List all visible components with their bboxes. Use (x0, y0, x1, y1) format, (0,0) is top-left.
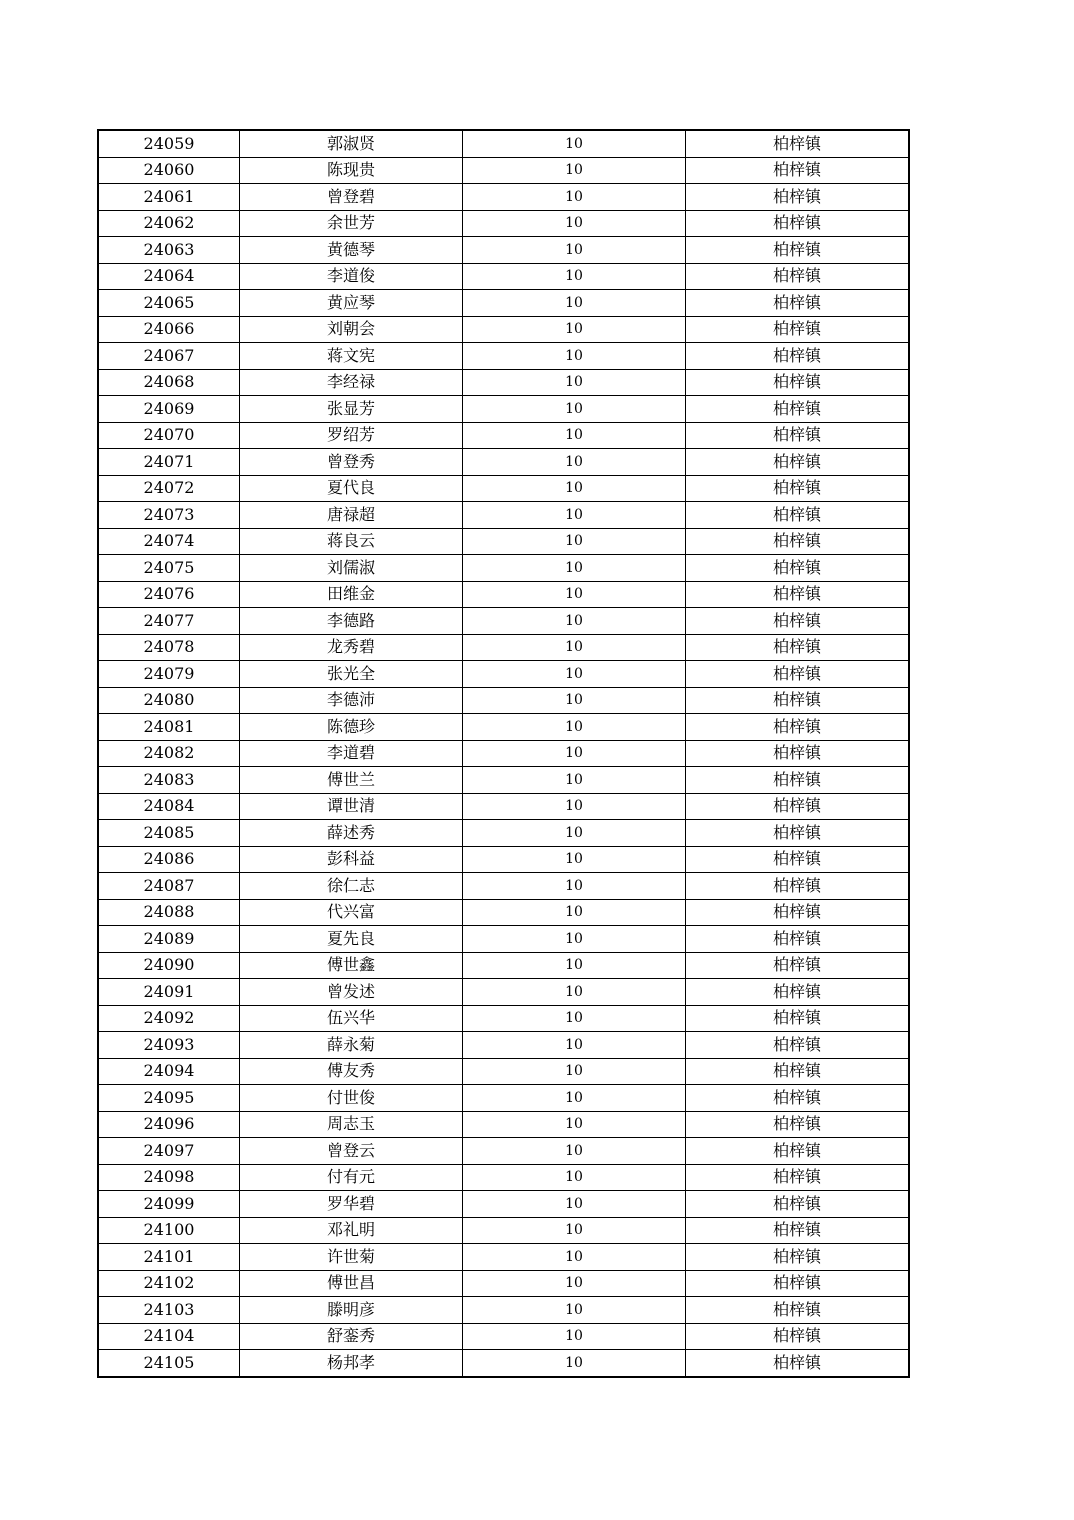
cell-name: 代兴富 (240, 899, 463, 926)
cell-amount: 10 (463, 555, 686, 582)
cell-amount: 10 (463, 396, 686, 423)
cell-name: 黄应琴 (240, 290, 463, 317)
cell-name: 张光全 (240, 661, 463, 688)
cell-town: 柏梓镇 (686, 873, 910, 900)
cell-id: 24078 (98, 634, 240, 661)
cell-town: 柏梓镇 (686, 184, 910, 211)
cell-amount: 10 (463, 1032, 686, 1059)
cell-id: 24073 (98, 502, 240, 529)
cell-id: 24066 (98, 316, 240, 343)
cell-amount: 10 (463, 1164, 686, 1191)
cell-town: 柏梓镇 (686, 290, 910, 317)
cell-name: 滕明彦 (240, 1297, 463, 1324)
cell-amount: 10 (463, 1111, 686, 1138)
cell-id: 24089 (98, 926, 240, 953)
table-row (98, 873, 909, 900)
cell-town: 柏梓镇 (686, 343, 910, 370)
cell-name: 蒋文宪 (240, 343, 463, 370)
table-row (98, 1085, 909, 1112)
table-row (98, 1323, 909, 1350)
cell-id: 24092 (98, 1005, 240, 1032)
cell-id: 24061 (98, 184, 240, 211)
cell-id: 24100 (98, 1217, 240, 1244)
cell-town: 柏梓镇 (686, 396, 910, 423)
cell-amount: 10 (463, 1350, 686, 1377)
table-row (98, 926, 909, 953)
cell-town: 柏梓镇 (686, 767, 910, 794)
table-row (98, 634, 909, 661)
cell-town: 柏梓镇 (686, 1217, 910, 1244)
cell-id: 24074 (98, 528, 240, 555)
table-row (98, 343, 909, 370)
cell-town: 柏梓镇 (686, 1244, 910, 1271)
cell-town: 柏梓镇 (686, 846, 910, 873)
cell-id: 24103 (98, 1297, 240, 1324)
cell-name: 郭淑贤 (240, 130, 463, 157)
cell-amount: 10 (463, 1138, 686, 1165)
cell-id: 24071 (98, 449, 240, 476)
cell-id: 24081 (98, 714, 240, 741)
cell-amount: 10 (463, 422, 686, 449)
cell-amount: 10 (463, 1217, 686, 1244)
cell-amount: 10 (463, 210, 686, 237)
cell-id: 24084 (98, 793, 240, 820)
cell-amount: 10 (463, 369, 686, 396)
cell-town: 柏梓镇 (686, 1191, 910, 1218)
cell-town: 柏梓镇 (686, 926, 910, 953)
cell-town: 柏梓镇 (686, 263, 910, 290)
cell-amount: 10 (463, 767, 686, 794)
cell-name: 黄德琴 (240, 237, 463, 264)
cell-town: 柏梓镇 (686, 820, 910, 847)
cell-id: 24095 (98, 1085, 240, 1112)
cell-id: 24098 (98, 1164, 240, 1191)
cell-id: 24068 (98, 369, 240, 396)
cell-amount: 10 (463, 899, 686, 926)
cell-name: 田维金 (240, 581, 463, 608)
cell-id: 24064 (98, 263, 240, 290)
cell-amount: 10 (463, 979, 686, 1006)
cell-name: 彭科益 (240, 846, 463, 873)
cell-town: 柏梓镇 (686, 1323, 910, 1350)
table-row (98, 846, 909, 873)
cell-town: 柏梓镇 (686, 1270, 910, 1297)
cell-name: 李德沛 (240, 687, 463, 714)
table-row (98, 1111, 909, 1138)
cell-id: 24083 (98, 767, 240, 794)
cell-town: 柏梓镇 (686, 1032, 910, 1059)
table-row (98, 714, 909, 741)
table-row (98, 449, 909, 476)
cell-town: 柏梓镇 (686, 130, 910, 157)
cell-name: 杨邦孝 (240, 1350, 463, 1377)
table-row (98, 793, 909, 820)
table-row (98, 528, 909, 555)
cell-amount: 10 (463, 475, 686, 502)
table-row (98, 1032, 909, 1059)
table-row (98, 899, 909, 926)
cell-id: 24077 (98, 608, 240, 635)
table-row (98, 555, 909, 582)
table-row (98, 1297, 909, 1324)
cell-town: 柏梓镇 (686, 422, 910, 449)
cell-name: 李道碧 (240, 740, 463, 767)
table-row (98, 1164, 909, 1191)
table-row (98, 184, 909, 211)
cell-id: 24065 (98, 290, 240, 317)
cell-name: 谭世清 (240, 793, 463, 820)
table-row (98, 157, 909, 184)
cell-town: 柏梓镇 (686, 1138, 910, 1165)
cell-id: 24104 (98, 1323, 240, 1350)
table-row (98, 581, 909, 608)
cell-name: 许世菊 (240, 1244, 463, 1271)
cell-id: 24085 (98, 820, 240, 847)
cell-name: 罗华碧 (240, 1191, 463, 1218)
cell-name: 夏先良 (240, 926, 463, 953)
cell-id: 24075 (98, 555, 240, 582)
cell-name: 李德路 (240, 608, 463, 635)
cell-amount: 10 (463, 237, 686, 264)
cell-amount: 10 (463, 820, 686, 847)
cell-name: 刘朝会 (240, 316, 463, 343)
cell-name: 付有元 (240, 1164, 463, 1191)
cell-id: 24076 (98, 581, 240, 608)
cell-amount: 10 (463, 343, 686, 370)
table-row (98, 396, 909, 423)
cell-id: 24069 (98, 396, 240, 423)
cell-amount: 10 (463, 740, 686, 767)
cell-amount: 10 (463, 634, 686, 661)
cell-id: 24070 (98, 422, 240, 449)
cell-id: 24099 (98, 1191, 240, 1218)
table-row (98, 1191, 909, 1218)
roster-table (97, 129, 910, 1378)
cell-id: 24088 (98, 899, 240, 926)
cell-town: 柏梓镇 (686, 1005, 910, 1032)
cell-amount: 10 (463, 952, 686, 979)
cell-name: 傅友秀 (240, 1058, 463, 1085)
table-row (98, 608, 909, 635)
cell-town: 柏梓镇 (686, 740, 910, 767)
table-row (98, 661, 909, 688)
cell-amount: 10 (463, 714, 686, 741)
cell-town: 柏梓镇 (686, 369, 910, 396)
cell-town: 柏梓镇 (686, 475, 910, 502)
cell-town: 柏梓镇 (686, 1164, 910, 1191)
cell-town: 柏梓镇 (686, 793, 910, 820)
cell-name: 舒銮秀 (240, 1323, 463, 1350)
cell-name: 徐仁志 (240, 873, 463, 900)
cell-id: 24079 (98, 661, 240, 688)
cell-id: 24067 (98, 343, 240, 370)
cell-id: 24097 (98, 1138, 240, 1165)
table-row (98, 820, 909, 847)
cell-town: 柏梓镇 (686, 1350, 910, 1377)
table-row (98, 237, 909, 264)
cell-name: 傅世昌 (240, 1270, 463, 1297)
cell-amount: 10 (463, 449, 686, 476)
cell-name: 余世芳 (240, 210, 463, 237)
cell-town: 柏梓镇 (686, 157, 910, 184)
cell-town: 柏梓镇 (686, 1085, 910, 1112)
cell-name: 龙秀碧 (240, 634, 463, 661)
cell-amount: 10 (463, 1297, 686, 1324)
cell-amount: 10 (463, 1270, 686, 1297)
cell-id: 24096 (98, 1111, 240, 1138)
cell-name: 傅世鑫 (240, 952, 463, 979)
cell-amount: 10 (463, 290, 686, 317)
cell-name: 刘儒淑 (240, 555, 463, 582)
cell-name: 陈德珍 (240, 714, 463, 741)
cell-town: 柏梓镇 (686, 979, 910, 1006)
table-row (98, 687, 909, 714)
table-row (98, 740, 909, 767)
cell-town: 柏梓镇 (686, 952, 910, 979)
cell-amount: 10 (463, 1323, 686, 1350)
cell-town: 柏梓镇 (686, 316, 910, 343)
cell-town: 柏梓镇 (686, 1111, 910, 1138)
cell-town: 柏梓镇 (686, 1058, 910, 1085)
cell-id: 24063 (98, 237, 240, 264)
cell-town: 柏梓镇 (686, 528, 910, 555)
cell-name: 曾登云 (240, 1138, 463, 1165)
cell-id: 24105 (98, 1350, 240, 1377)
table-row (98, 475, 909, 502)
cell-id: 24091 (98, 979, 240, 1006)
cell-amount: 10 (463, 926, 686, 953)
cell-id: 24059 (98, 130, 240, 157)
cell-amount: 10 (463, 316, 686, 343)
cell-town: 柏梓镇 (686, 449, 910, 476)
cell-town: 柏梓镇 (686, 502, 910, 529)
cell-amount: 10 (463, 1005, 686, 1032)
cell-name: 周志玉 (240, 1111, 463, 1138)
table-row (98, 1270, 909, 1297)
cell-town: 柏梓镇 (686, 634, 910, 661)
table-row (98, 1005, 909, 1032)
cell-name: 唐禄超 (240, 502, 463, 529)
cell-name: 伍兴华 (240, 1005, 463, 1032)
cell-amount: 10 (463, 130, 686, 157)
cell-town: 柏梓镇 (686, 210, 910, 237)
cell-name: 夏代良 (240, 475, 463, 502)
cell-town: 柏梓镇 (686, 687, 910, 714)
cell-name: 蒋良云 (240, 528, 463, 555)
cell-amount: 10 (463, 1085, 686, 1112)
table-row (98, 1350, 909, 1377)
table-row (98, 979, 909, 1006)
cell-amount: 10 (463, 661, 686, 688)
cell-town: 柏梓镇 (686, 661, 910, 688)
cell-name: 李经禄 (240, 369, 463, 396)
cell-name: 薛永菊 (240, 1032, 463, 1059)
cell-id: 24082 (98, 740, 240, 767)
table-row (98, 290, 909, 317)
cell-amount: 10 (463, 502, 686, 529)
cell-id: 24101 (98, 1244, 240, 1271)
cell-name: 曾登秀 (240, 449, 463, 476)
roster-table-body (98, 130, 909, 1377)
cell-amount: 10 (463, 581, 686, 608)
cell-amount: 10 (463, 1058, 686, 1085)
cell-name: 张显芳 (240, 396, 463, 423)
table-row (98, 1138, 909, 1165)
table-row (98, 369, 909, 396)
cell-town: 柏梓镇 (686, 555, 910, 582)
cell-amount: 10 (463, 846, 686, 873)
cell-name: 曾发述 (240, 979, 463, 1006)
table-row (98, 422, 909, 449)
cell-name: 薛述秀 (240, 820, 463, 847)
table-row (98, 952, 909, 979)
table-row (98, 1217, 909, 1244)
cell-town: 柏梓镇 (686, 581, 910, 608)
table-row (98, 767, 909, 794)
cell-town: 柏梓镇 (686, 714, 910, 741)
cell-id: 24090 (98, 952, 240, 979)
cell-amount: 10 (463, 608, 686, 635)
table-row (98, 130, 909, 157)
cell-name: 邓礼明 (240, 1217, 463, 1244)
cell-amount: 10 (463, 793, 686, 820)
table-row (98, 502, 909, 529)
table-row (98, 263, 909, 290)
cell-amount: 10 (463, 1244, 686, 1271)
cell-id: 24062 (98, 210, 240, 237)
cell-amount: 10 (463, 687, 686, 714)
cell-id: 24060 (98, 157, 240, 184)
cell-name: 李道俊 (240, 263, 463, 290)
cell-id: 24094 (98, 1058, 240, 1085)
cell-name: 曾登碧 (240, 184, 463, 211)
cell-id: 24102 (98, 1270, 240, 1297)
cell-town: 柏梓镇 (686, 237, 910, 264)
cell-amount: 10 (463, 873, 686, 900)
cell-id: 24087 (98, 873, 240, 900)
cell-name: 陈现贵 (240, 157, 463, 184)
cell-amount: 10 (463, 263, 686, 290)
table-row (98, 1244, 909, 1271)
cell-id: 24080 (98, 687, 240, 714)
cell-amount: 10 (463, 157, 686, 184)
cell-id: 24086 (98, 846, 240, 873)
cell-name: 傅世兰 (240, 767, 463, 794)
table-row (98, 1058, 909, 1085)
cell-name: 付世俊 (240, 1085, 463, 1112)
cell-amount: 10 (463, 528, 686, 555)
cell-id: 24072 (98, 475, 240, 502)
cell-town: 柏梓镇 (686, 1297, 910, 1324)
table-row (98, 316, 909, 343)
cell-amount: 10 (463, 1191, 686, 1218)
cell-name: 罗绍芳 (240, 422, 463, 449)
cell-amount: 10 (463, 184, 686, 211)
cell-town: 柏梓镇 (686, 899, 910, 926)
cell-id: 24093 (98, 1032, 240, 1059)
table-row (98, 210, 909, 237)
cell-town: 柏梓镇 (686, 608, 910, 635)
